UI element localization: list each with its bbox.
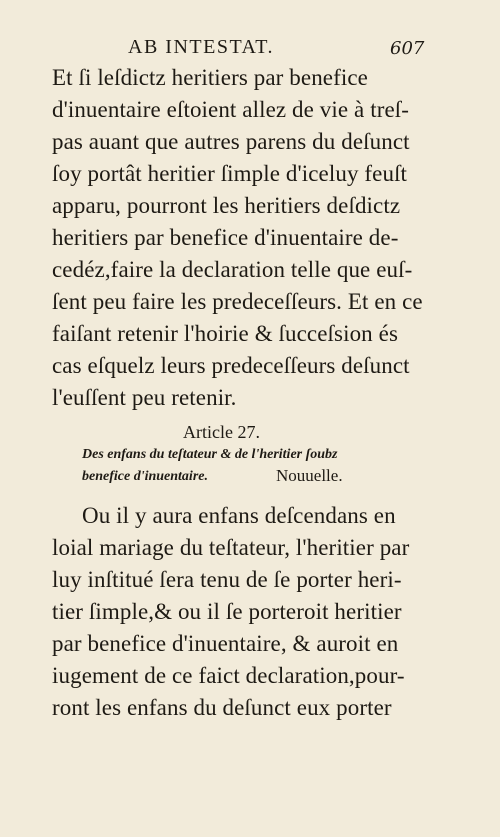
margin-note: Nouuelle. [276, 466, 343, 485]
text-line: par benefice d'inuentaire, & auroit en [52, 631, 399, 656]
text-line: Et ſi leſdictz heritiers par benefice [52, 65, 368, 90]
paragraph-1 [52, 62, 442, 414]
text-line: ront les enfans du deſunct eux porter [52, 695, 392, 720]
text-line: l'euſſent peu retenir. [52, 385, 237, 410]
page-number: 607 [390, 38, 425, 59]
text-line: apparu, pourront les heritiers deſdictz [52, 193, 401, 218]
text-line: luy inſtitué ſera tenu de ſe porter heri- [52, 567, 402, 592]
text-line: Ou il y aura enfans deſcendans en [82, 503, 396, 528]
text-line: ſent peu faire les predeceſſeurs. Et en ce [52, 289, 423, 314]
text-line: heritiers par benefice d'inuentaire de- [52, 225, 399, 250]
text-line: iugement de ce faict declaration,pour- [52, 663, 405, 688]
text-line: d'inuentaire eſtoient allez de vie à treſ- [52, 97, 410, 122]
article-rubric-line: Des enfans du teſtateur & de l'heritier ſoubz [82, 447, 338, 462]
text-line: tier ſimple,& ou il ſe porteroit heritier [52, 599, 402, 624]
article-heading: Article 27. [183, 422, 260, 442]
paragraph-2 [52, 500, 442, 724]
text-line: cedéz,faire la declaration telle que euſ- [52, 257, 413, 282]
running-head: AB INTESTAT. [128, 36, 275, 58]
text-line: faiſant retenir l'hoirie & ſucceſsion és [52, 321, 398, 346]
text-line: pas auant que autres parens du deſunct [52, 129, 410, 154]
article-rubric-line: benefice d'inuentaire. [82, 469, 208, 484]
text-line: loial mariage du teſtateur, l'heritier par [52, 535, 410, 560]
text-line: cas eſquelz leurs predeceſſeurs deſunct [52, 353, 410, 378]
text-line: ſoy portât heritier ſimple d'iceluy feuſt [52, 161, 408, 186]
